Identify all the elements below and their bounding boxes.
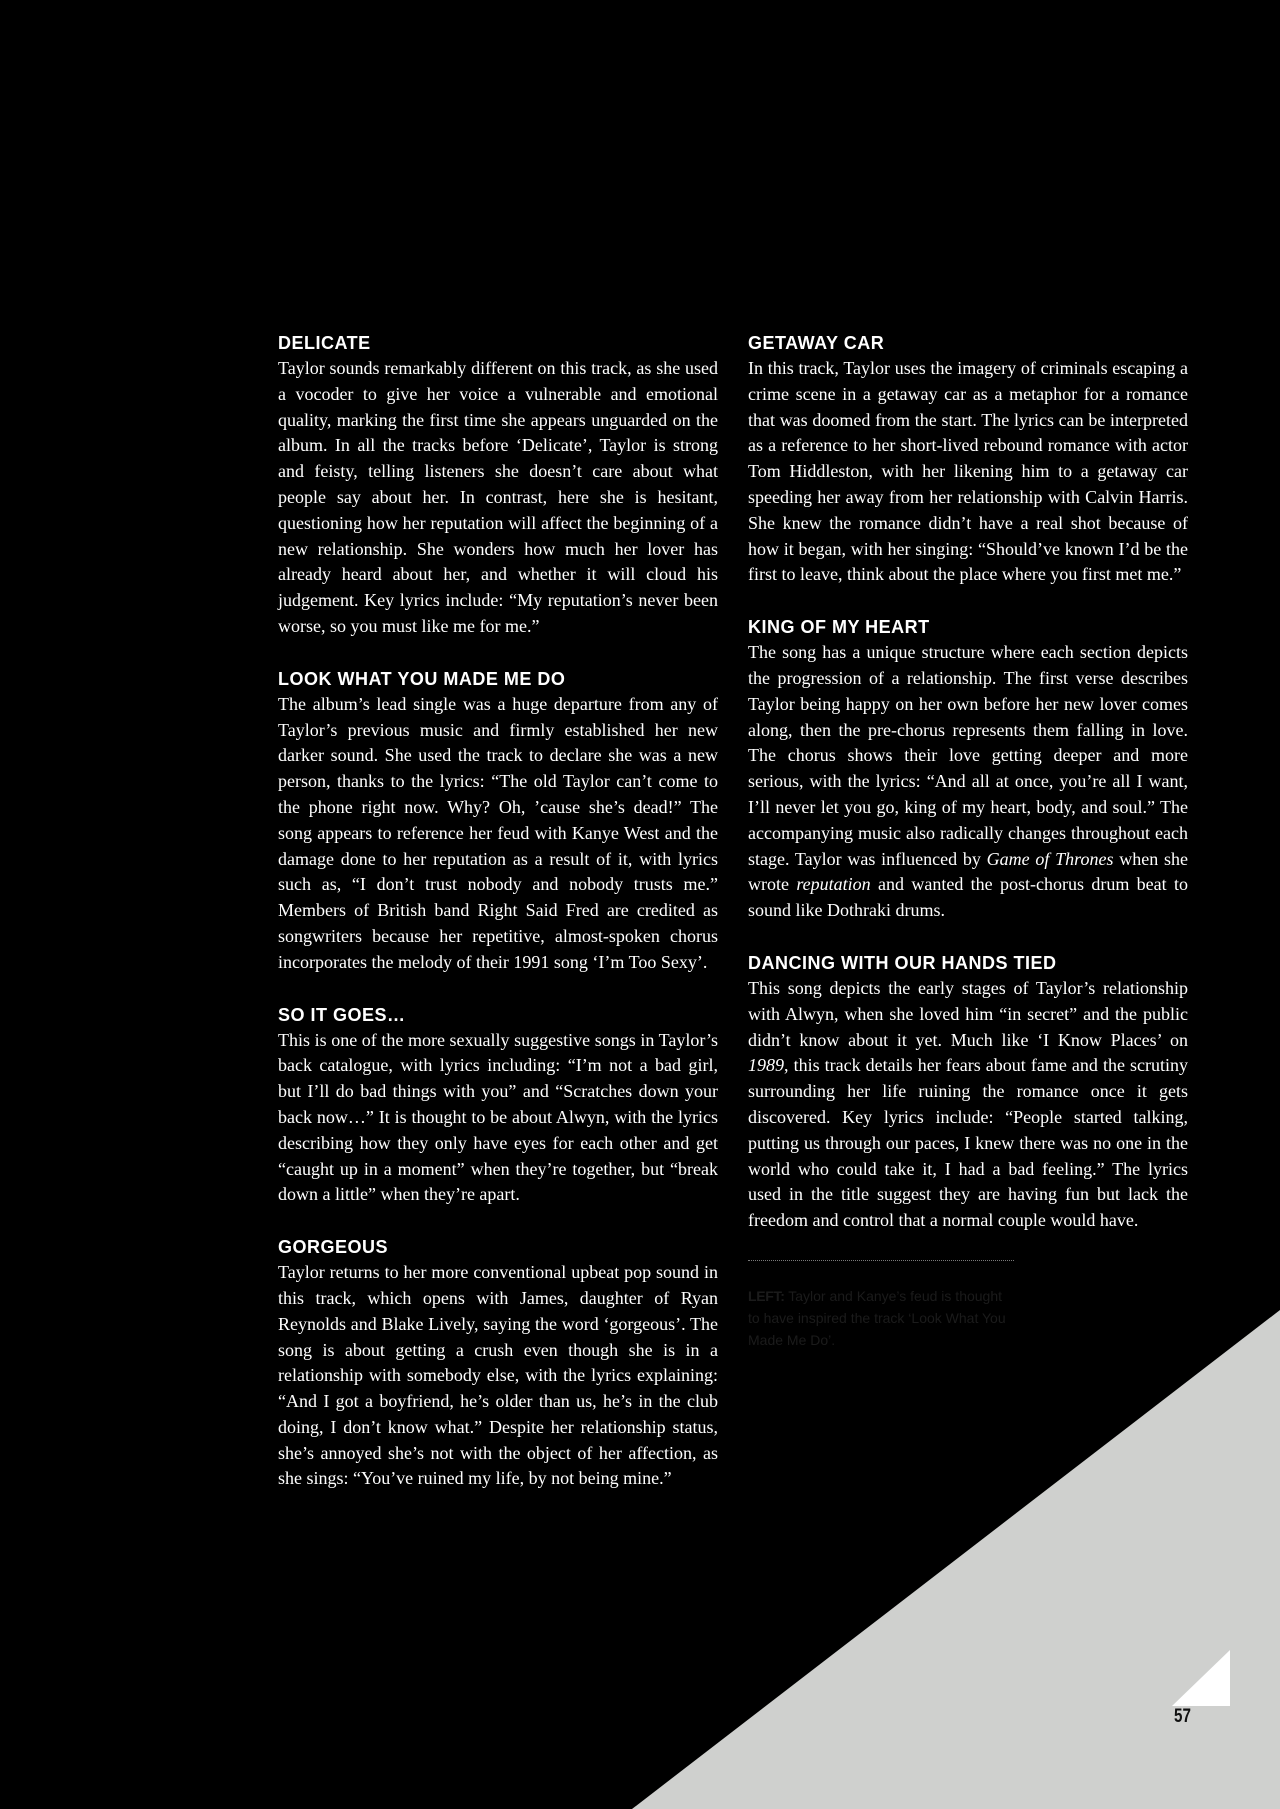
body-text: This song depicts the early stages of Taylor’s relationship with Alwyn, when she loved him “in secret” and the public didn’t know about it yet. Much like ‘I Know Places’ on <box>748 977 1188 1050</box>
body-text: and wanted the post-chorus drum beat to sound like Dothraki drums. <box>748 874 1188 921</box>
section-so-it-goes <box>278 1002 718 1209</box>
section-body <box>748 976 1188 1234</box>
section-body: In this track, Taylor uses the imagery of criminals escaping a crime scene in a getaway car as a metaphor for a romance that was doomed from the start. The lyrics can be interpreted as a reference to her short-lived rebound romance with actor Tom Hiddleston, with her likening him to a getaway car speeding her away from her relationship with Calvin Harris. She knew the romance didn’t have a real shot because of how it began, with her singing: “Should’ve known I’d be the first to leave, think about the place where you first met me.” <box>748 358 1188 585</box>
section-body: Taylor sounds remarkably different on this track, as she used a vocoder to give her voice a vulnerable and emotional quality, marking the first time she appears unguarded on the album. In all the tracks before ‘Delicate’, Taylor is strong and feisty, telling listeners she doesn’t care about what people say about her. In contrast, here she is hesitant, questioning how her reputation will affect the beginning of a new relationship. She wonders how much her lover has already heard about her, and whether it will cloud his judgement. Key lyrics include: “My reputation’s never been worse, so you must like me for me.” <box>278 358 718 636</box>
right-column <box>748 330 1188 1351</box>
grey-corner-triangle <box>632 1310 1280 1809</box>
left-column <box>278 330 718 1518</box>
section-heading: SO IT GOES… <box>278 1004 406 1025</box>
body-text: The song has a unique structure where each section depicts the progression of a relationship. The first verse describes Taylor being happy on her own before her new lover comes along, then the pre-chorus represents them falling in love. The chorus shows their love getting deeper and more serious, with the lyrics: “And all at once, you’re all I want, I’ll never let you go, king of my heart, body, and soul.” The accompanying music also radically changes throughout each stage. Taylor was influenced by <box>748 642 1188 869</box>
caption-label: LEFT: <box>748 1287 785 1304</box>
section-body <box>748 640 1188 924</box>
section-heading: KING OF MY HEART <box>748 617 930 638</box>
section-delicate <box>278 330 718 640</box>
section-heading: DANCING WITH OUR HANDS TIED <box>748 952 1057 973</box>
section-gorgeous <box>278 1234 718 1492</box>
section-body: This is one of the more sexually suggestive songs in Taylor’s back catalogue, with lyrics including: “I’m not a bad girl, but I’ll do bad things with you” and “Scratches down your back now…” It is thought to be about Alwyn, with the lyrics describing how they only have eyes for each other and get “caught up in a moment” when they’re together, but “break down a little” when they’re apart. <box>278 1029 718 1205</box>
italic-title: reputation <box>796 874 871 895</box>
caption-divider <box>748 1260 1014 1261</box>
section-dancing-with-our-hands-tied <box>748 950 1188 1234</box>
page-number: 57 <box>1174 1706 1191 1727</box>
section-getaway-car <box>748 330 1188 588</box>
section-heading: GETAWAY CAR <box>748 333 885 353</box>
caption-text: Taylor and Kanye’s feud is thought to have inspired the track ‘Look What You Made Me Do’. <box>748 1287 1006 1348</box>
section-heading: GORGEOUS <box>278 1237 389 1258</box>
body-text: , this track details her fears about fame and the scrutiny surrounding her life ruining the romance once it gets discovered. Key lyrics include: “People started talking, putting us through our paces, I knew there was no one in the world who could take it, I had a bad feeling.” The lyrics used in the title suggest they are having fun but lack the freedom and control that a normal couple would have. <box>748 1055 1188 1231</box>
italic-title: Game of Thrones <box>986 848 1114 869</box>
section-heading: LOOK WHAT YOU MADE ME DO <box>278 668 566 689</box>
section-body: Taylor returns to her more conventional upbeat pop sound in this track, which opens with James, daughter of Ryan Reynolds and Blake Lively, saying the word ‘gorgeous’. The song is about getting a crush even though she is in a relationship with somebody else, with the lyrics explaining: “And I got a boyfriend, he’s older than us, he’s in the club doing, I don’t know what.” Despite her relationship status, she’s annoyed she’s not with the object of her affection, as she sings: “You’ve ruined my life, by not being mine.” <box>278 1262 718 1489</box>
section-king-of-my-heart <box>748 614 1188 924</box>
section-look-what-you-made-me-do <box>278 666 718 976</box>
image-caption <box>748 1285 1008 1351</box>
section-body: The album’s lead single was a huge departure from any of Taylor’s previous music and firmly established her new darker sound. She used the track to declare she was a new person, thanks to the lyrics: “The old Taylor can’t come to the phone right now. Why? Oh, ’cause she’s dead!” The song appears to reference her feud with Kanye West and the damage done to her reputation as a result of it, with lyrics such as, “I don’t trust nobody and nobody trusts me.” Members of British band Right Said Fred are credited as songwriters because her repetitive, almost-spoken chorus incorporates the melody of their 1991 song ‘I’m Too Sexy’. <box>278 693 718 972</box>
section-heading: DELICATE <box>278 333 371 353</box>
italic-title: 1989 <box>748 1055 784 1076</box>
body-text: when she wrote <box>748 848 1188 895</box>
